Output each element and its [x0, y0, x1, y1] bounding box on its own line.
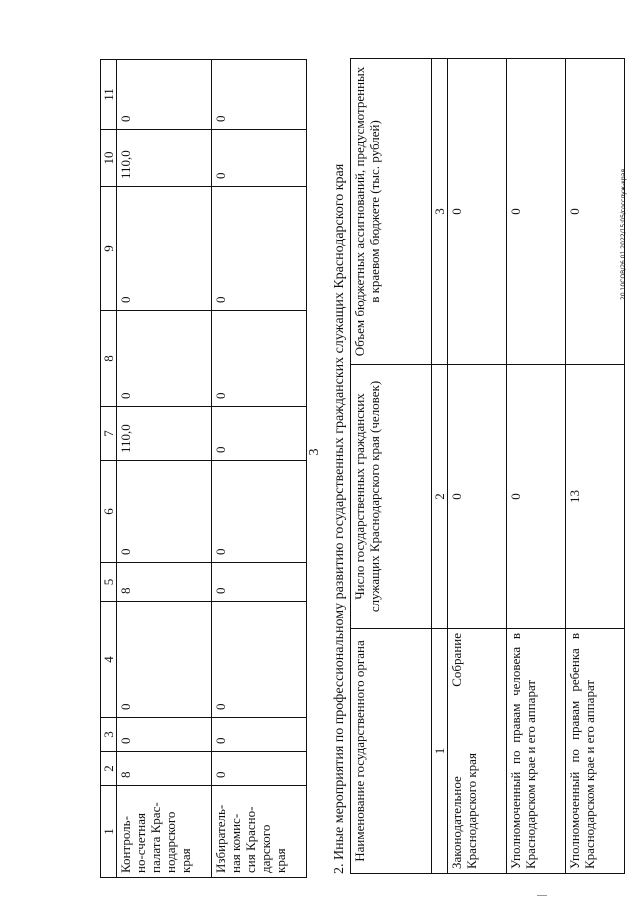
- table-cell: 0: [212, 60, 307, 130]
- organ-name: Уполномоченный по правам человека в Краснодарском крае и его аппарат: [507, 629, 566, 874]
- table-cell: 110,0: [117, 407, 212, 461]
- column-number: 4: [101, 602, 117, 718]
- table-row: [448, 59, 507, 874]
- margin-mark: [537, 895, 547, 896]
- column-number: 8: [101, 311, 117, 407]
- table-cell: 0: [212, 130, 307, 187]
- table-cell: 0: [212, 407, 307, 461]
- organ-name: Контроль- но-счетная палата Крас- нодарского края: [117, 786, 212, 878]
- table-budget-by-organ: [100, 59, 307, 878]
- column-number: 2: [101, 752, 117, 786]
- table1-column-numbers: [101, 60, 117, 878]
- table-cell: 0: [212, 187, 307, 311]
- table-cell: 0: [117, 718, 212, 752]
- table-cell: 0: [117, 602, 212, 718]
- column-number: 3: [432, 59, 448, 365]
- table-cell: 8: [117, 563, 212, 602]
- column-number: 10: [101, 130, 117, 187]
- organ-name: Уполномоченный по правам ребенка в Краснодарском крае и его аппарат: [566, 629, 625, 874]
- column-number: 5: [101, 563, 117, 602]
- table-cell: 0: [117, 187, 212, 311]
- section-title: 2. Иные мероприятия по профессиональному развитию государственных гражданских служащих Краснодарского края: [332, 163, 347, 874]
- column-number: 1: [101, 786, 117, 878]
- table-cell: 0: [117, 60, 212, 130]
- table-cell: 0: [212, 602, 307, 718]
- table-cell: 0: [117, 461, 212, 563]
- table-cell: 8: [117, 752, 212, 786]
- page-number: 3: [307, 448, 322, 456]
- budget-amount: 0: [566, 59, 625, 365]
- column-number: 6: [101, 461, 117, 563]
- table-cell: 0: [212, 563, 307, 602]
- column-number: 7: [101, 407, 117, 461]
- table-cell: 0: [212, 752, 307, 786]
- table2-header-row: [351, 59, 432, 874]
- column-header: Число государственных гражданских служащих Краснодарского края (человек): [351, 365, 432, 629]
- organ-name: Законодательное Собрание Краснодарского края: [448, 629, 507, 874]
- column-number: 2: [432, 365, 448, 629]
- table-cell: 0: [212, 718, 307, 752]
- budget-amount: 0: [448, 59, 507, 365]
- employee-count: 0: [448, 365, 507, 629]
- table-row: [507, 59, 566, 874]
- budget-amount: 0: [507, 59, 566, 365]
- column-number: 9: [101, 187, 117, 311]
- table-cell: 0: [117, 311, 212, 407]
- column-header: Наименование государственного органа: [351, 629, 432, 874]
- table-cell: 0: [212, 461, 307, 563]
- employee-count: 0: [507, 365, 566, 629]
- column-header: Объем бюджетных ассигнований, предусмотренных в краевом бюджете (тыс. рублей): [351, 59, 432, 365]
- table-row: [566, 59, 625, 874]
- table2-column-numbers: [432, 59, 448, 874]
- table-cell: 110,0: [117, 130, 212, 187]
- employee-count: 13: [566, 365, 625, 629]
- column-number: 3: [101, 718, 117, 752]
- table-row: [212, 60, 307, 878]
- column-number: 1: [432, 629, 448, 874]
- document-footer-code: 20.10СОВ/26.01.2022/15:05/госслуж-края: [620, 168, 627, 300]
- table-cell: 0: [212, 311, 307, 407]
- organ-name: Избиратель- ная комис- сия Красно- дарского края: [212, 786, 307, 878]
- column-number: 11: [101, 60, 117, 130]
- table-other-activities: [350, 58, 625, 874]
- table-row: [117, 60, 212, 878]
- rotated-page-content: [100, 50, 628, 878]
